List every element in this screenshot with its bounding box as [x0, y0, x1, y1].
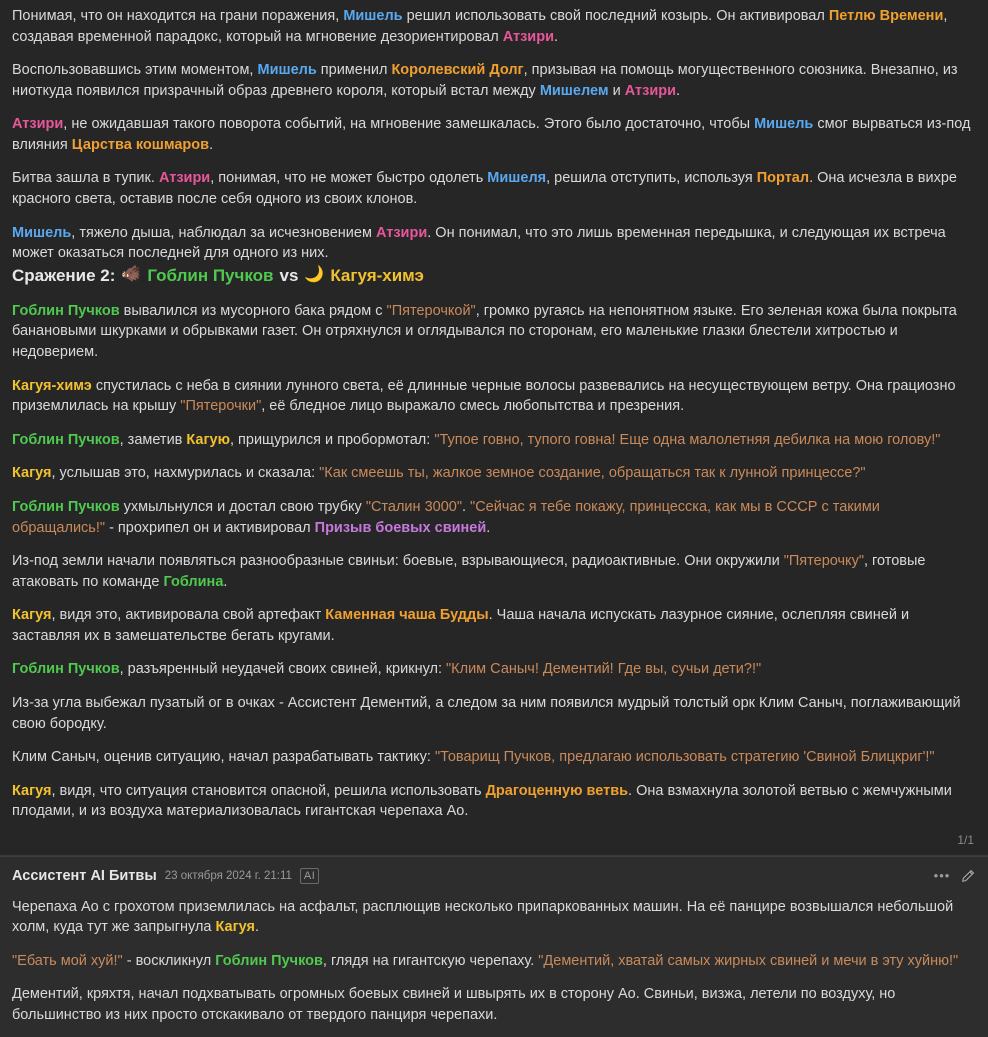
paragraph	[12, 951, 976, 972]
text-run-atziri: Атзири	[375, 224, 428, 241]
text-run-atziri: Атзири	[158, 170, 211, 187]
text-run-plain: , тяжело дыша, наблюдал за исчезновением	[71, 224, 376, 241]
text-run-quote: "Сталин 3000"	[365, 498, 462, 515]
text-run-plain: .	[486, 519, 491, 536]
paragraph-block-1	[12, 6, 976, 264]
text-run-kaguya: Кагуя	[215, 919, 255, 936]
text-run-plain: и	[608, 82, 625, 99]
message-actions	[934, 868, 976, 884]
text-run-plain: , готовые атаковать по команде	[12, 553, 926, 590]
text-run-orange: Царства кошмаров	[71, 136, 210, 153]
text-run-quote: "Пятерочкой"	[386, 302, 476, 319]
battle-right-fighter: Кагуя-химэ	[330, 265, 424, 285]
text-run-plain: решил использовать свой последний козырь. Он активировал	[402, 8, 829, 24]
message-block-2	[0, 856, 988, 1037]
text-run-plain: , глядя на гигантскую черепаху.	[322, 952, 539, 969]
paragraph	[12, 659, 976, 680]
boar-icon: 🐗	[121, 266, 142, 284]
text-run-purple: Призыв боевых свиней	[314, 519, 487, 536]
text-run-plain: Из-под земли начали появляться разнообразные свиньи: боевые, взрывающиеся, радиоактивные. Они окружили	[12, 553, 784, 570]
text-run-plain: Дементий, кряхтя, начал подхватывать огромных боевых свиней и швырять их в сторону Ао. Свиньи, визжа, летели по воздуху, но большинство из них просто отскакивало от твердого панциря черепахи.	[12, 986, 896, 1023]
message-header	[0, 857, 988, 891]
text-run-kaguya: Кагуя	[12, 607, 52, 624]
text-run-plain: , решила отступить, используя	[546, 170, 757, 187]
text-run-plain: применил	[316, 62, 392, 79]
text-run-plain: .	[254, 919, 259, 936]
text-run-plain: , разъяренный неудачей своих свиней, крикнул:	[119, 661, 447, 678]
text-run-plain: - прохрипел он и активировал	[105, 519, 315, 536]
text-run-plain: спустилась с неба в сиянии лунного света, её длинные черные волосы развевались на несуществующем ветру. Она грациозно приземлилась на крышу	[12, 377, 956, 415]
text-run-orange: Портал	[756, 170, 810, 187]
text-run-orange: Петлю Времени	[828, 8, 944, 24]
text-run-plain: вывалился из мусорного бака рядом с	[119, 302, 387, 319]
paragraph	[12, 497, 976, 538]
text-run-orange: Королевский Долг	[391, 62, 524, 79]
paragraph	[12, 781, 976, 822]
text-run-plain: , заметив	[119, 431, 187, 448]
text-run-quote: "Дементий, хватай самых жирных свиней и мечи в эту хуйню!"	[538, 952, 959, 969]
paragraph	[12, 60, 976, 101]
text-run-goblin: Гоблин Пучков	[12, 498, 120, 515]
text-run-plain: - воскликнул	[122, 952, 216, 969]
paragraph	[12, 376, 976, 417]
paragraph	[12, 430, 976, 451]
text-run-quote: "Пятерочку"	[783, 553, 864, 570]
text-run-plain: . Он понимал, что это лишь временная передышка, и следующая их встреча может оказаться последней для одного из них.	[12, 224, 946, 262]
text-run-quote: "Тупое говно, тупого говна! Еще одна малолетняя дебилка на мою голову!"	[434, 431, 941, 448]
paragraph	[12, 223, 976, 264]
text-run-quote: "Ебать мой хуй!"	[12, 952, 123, 969]
paragraph	[12, 301, 976, 363]
paragraph	[12, 168, 976, 209]
battle-heading	[12, 264, 976, 288]
text-run-plain: ухмыльнулся и достал свою трубку	[119, 498, 366, 515]
battle-left-fighter: Гоблин Пучков	[147, 265, 274, 285]
more-options-icon[interactable]: •••	[933, 867, 951, 883]
text-run-michel: Мишель	[12, 224, 72, 241]
text-run-plain: .	[676, 82, 681, 99]
text-run-plain: .	[554, 28, 559, 45]
text-run-plain: , громко ругаясь на непонятном языке. Его зеленая кожа была покрыта банановыми шкурками и обрывками газет. Он отряхнулся и оглядывался по сторонам, его маленькие глазки блестели хитростью и недоверием.	[12, 302, 957, 361]
text-run-michel: Мишелем	[539, 82, 609, 99]
paragraph	[12, 114, 976, 155]
text-run-plain: смог вырваться из-под влияния	[12, 116, 971, 153]
paragraph	[12, 747, 976, 768]
page-counter: 1/1	[957, 832, 974, 847]
text-run-plain: , услышав это, нахмурилась и сказала:	[51, 465, 320, 482]
text-run-atziri: Атзири	[624, 82, 677, 99]
paragraph	[12, 693, 976, 734]
text-run-michel: Мишеля	[487, 170, 547, 187]
text-run-plain: , её бледное лицо выражало смесь любопытства и презрения.	[261, 398, 685, 415]
text-run-atziri: Атзири	[12, 116, 64, 133]
text-run-plain: Черепаха Ао с грохотом приземлилась на асфальт, расплющив несколько припаркованных машин. На её панцире возвышался небольшой холм, куда тут же запрыгнула	[12, 898, 954, 936]
text-run-kaguya: Кагуя	[12, 782, 52, 799]
moon-icon: 🌙	[304, 266, 325, 284]
message-author: Ассистент AI Битвы	[12, 867, 157, 884]
text-run-goblin: Гоблин Пучков	[215, 952, 323, 969]
paragraph-block-2	[12, 301, 976, 822]
text-run-goblin: Гоблина	[163, 573, 224, 590]
text-run-plain: Из-за угла выбежал пузатый ог в очках - Ассистент Дементий, а следом за ним появился мудрый толстый орк Клим Саныч, поглаживающий свою бородку.	[12, 695, 961, 732]
text-run-kaguya: Кагуя-химэ	[12, 377, 92, 394]
text-run-quote: "Клим Саныч! Дементий! Где вы, сучьи дети?!"	[446, 661, 762, 678]
text-run-plain: . Она взмахнула золотой ветвью с жемчужными плодами, и из воздуха материализовалась гигантская черепаха Ао.	[12, 782, 952, 820]
text-run-quote: "Сейчас я тебе покажу, принцесска, как мы в СССР с такими обращались!"	[12, 498, 880, 536]
text-run-plain: .	[223, 573, 228, 590]
text-run-goblin: Гоблин Пучков	[12, 431, 120, 448]
message-body-2	[0, 891, 988, 1034]
text-run-plain: , создавая временной парадокс, который на мгновение дезориентировал	[12, 8, 948, 45]
text-run-plain: Воспользовавшись этим моментом,	[12, 62, 258, 79]
text-run-goblin: Гоблин Пучков	[12, 661, 120, 678]
paragraph	[12, 6, 976, 47]
text-run-michel: Мишель	[343, 8, 403, 24]
text-run-plain: , понимая, что не может быстро одолеть	[210, 170, 488, 187]
text-run-plain: , прищурился и пробормотал:	[229, 431, 435, 448]
text-run-plain: Понимая, что он находится на грани поражения,	[12, 8, 344, 24]
text-run-kaguya: Кагуя	[12, 465, 52, 482]
message-timestamp: 23 октября 2024 г. 21:11	[164, 870, 292, 883]
text-run-plain: , видя, что ситуация становится опасной, решила использовать	[51, 782, 486, 799]
text-run-plain: .	[209, 136, 214, 153]
paragraph-block-3	[12, 897, 976, 1026]
paragraph	[12, 605, 976, 646]
text-run-goblin: Гоблин Пучков	[12, 302, 120, 319]
text-run-plain: Битва зашла в тупик.	[12, 170, 159, 187]
text-run-plain: . Чаша начала испускать лазурное сияние, ослепляя свиней и заставляя их в замешательстве бегать кругами.	[12, 607, 910, 644]
text-run-plain: . Она исчезла в вихре красного света, оставив после себя одного из своих клонов.	[12, 170, 957, 208]
text-run-plain: , видя это, активировала свой артефакт	[51, 607, 326, 624]
text-run-atziri: Атзири	[502, 28, 554, 45]
text-run-michel: Мишель	[754, 116, 814, 133]
text-run-plain: , не ожидавшая такого поворота событий, на мгновение замешкалась. Этого было достаточно, чтобы	[63, 116, 755, 133]
text-run-quote: "Товарищ Пучков, предлагаю использовать стратегию 'Свиной Блицкриг'!"	[435, 749, 935, 766]
text-run-orange: Драгоценную ветвь	[485, 782, 629, 799]
text-run-quote: "Пятерочки"	[180, 398, 262, 415]
text-run-quote: "Как смеешь ты, жалкое земное создание, обращаться так к лунной принцессе?"	[319, 465, 866, 482]
text-run-kaguya: Кагую	[186, 431, 230, 448]
text-run-plain: Клим Саныч, оценив ситуацию, начал разрабатывать тактику:	[12, 749, 435, 766]
text-run-plain: , призывая на помощь могущественного союзника. Внезапно, из ниоткуда появился призрачный образ древнего короля, который встал между	[12, 62, 958, 99]
battle-vs-label: vs	[279, 265, 299, 285]
text-run-michel: Мишель	[257, 62, 317, 79]
battle-heading-label: Сражение 2:	[12, 265, 116, 285]
paragraph	[12, 551, 976, 592]
pencil-icon[interactable]	[960, 868, 976, 884]
paragraph	[12, 897, 976, 938]
text-run-orange: Каменная чаша Будды	[325, 607, 489, 624]
ai-badge: AI	[300, 868, 319, 884]
paragraph	[12, 463, 976, 484]
text-run-plain: .	[461, 498, 471, 515]
